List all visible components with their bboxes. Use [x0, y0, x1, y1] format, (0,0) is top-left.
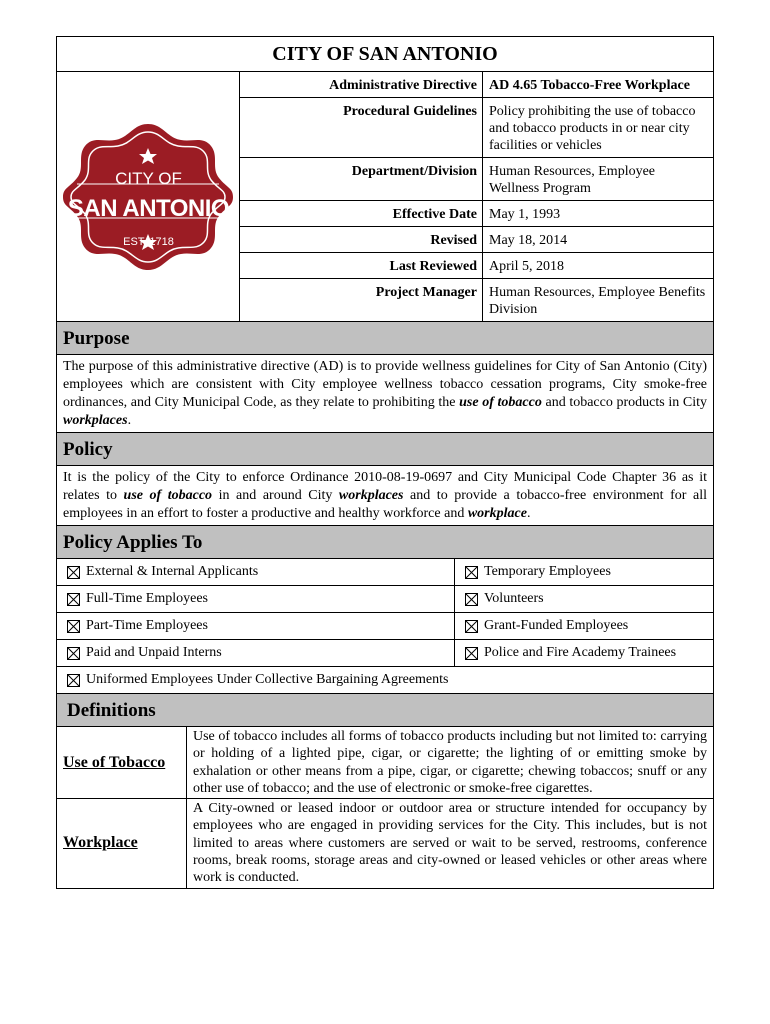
applies-item[interactable] [455, 586, 713, 613]
directive-document [56, 36, 714, 889]
meta-label: Last Reviewed [240, 253, 483, 278]
applies-item[interactable] [57, 613, 455, 640]
checked-box-icon [67, 593, 80, 606]
applies-item-label: Temporary Employees [484, 564, 611, 579]
meta-row [240, 72, 713, 98]
applies-item[interactable] [455, 559, 713, 586]
definitions-table [57, 727, 713, 888]
meta-row [240, 227, 713, 253]
applies-item[interactable] [57, 559, 455, 586]
applies-item[interactable] [57, 640, 455, 667]
page-title: CITY OF SAN ANTONIO [57, 37, 713, 72]
applies-item-label: Grant-Funded Employees [484, 618, 629, 633]
directive-meta-table [240, 72, 713, 321]
meta-label: Procedural Guidelines [240, 98, 483, 157]
meta-value: Human Resources, Employee Wellness Program [489, 164, 656, 196]
meta-value: May 1, 1993 [489, 207, 561, 222]
meta-label: Revised [240, 227, 483, 252]
policy-heading: Policy [57, 433, 713, 466]
logo-line1: CITY OF [115, 169, 182, 188]
policy-text: It is the policy of the City to enforce Ordinance 2010-08-19-0697 and City Municipal Code Chapter 36 as it relates to use of tobacco in and around City workplaces and to provide a tobacco-free environment for all employees in an effort to foster a productive and healthy workforce and workplace. [57, 466, 713, 526]
definition-row [57, 799, 713, 887]
applies-item-label: External & Internal Applicants [86, 564, 259, 579]
meta-row [240, 158, 713, 201]
meta-value: AD 4.65 Tobacco-Free Workplace [489, 78, 690, 93]
applies-item-label: Full-Time Employees [86, 591, 208, 606]
definition-text: Use of tobacco includes all forms of tobacco products including but not limited to: carrying or holding of a lighted pipe, cigar, or cigarette; the lighting of or emitting smoke by exhalation or other means from a pipe, cigar, or cigarette; chewing tobaccos; snuff or any other use of tobacco; and the use of electronic or smoke-free cigarettes. [193, 729, 707, 796]
checked-box-icon [67, 647, 80, 660]
checked-box-icon [465, 620, 478, 633]
definition-row [57, 727, 713, 799]
meta-row [240, 98, 713, 158]
meta-label: Effective Date [240, 201, 483, 226]
applies-item[interactable] [455, 613, 713, 640]
definition-text: A City-owned or leased indoor or outdoor area or structure intended for occupancy by employees who are engaged in providing services for the City. This includes, but is not limited to areas where customers are served or wait to be served, restrooms, conference rooms, break rooms, storage areas and city-owned or leased vehicles or other areas where work is conducted. [193, 801, 707, 886]
checked-box-icon [67, 566, 80, 579]
meta-label: Department/Division [240, 158, 483, 200]
directive-header [57, 72, 713, 322]
definitions-heading: Definitions [57, 694, 713, 727]
checked-box-icon [67, 674, 80, 687]
applies-item-label: Part-Time Employees [86, 618, 208, 633]
purpose-text: The purpose of this administrative directive (AD) is to provide wellness guidelines for City of San Antonio (City) employees which are consistent with City employee wellness tobacco cessation programs, City smoke-free ordinances, and City Municipal Code, as they relate to prohibiting the use of tobacco and tobacco products in City workplaces. [57, 355, 713, 433]
applies-item[interactable] [455, 640, 713, 667]
logo-cell [57, 72, 240, 321]
definition-term: Use of Tobacco [57, 727, 187, 798]
applies-grid [57, 559, 713, 667]
meta-row [240, 201, 713, 227]
logo-line3: EST. 1718 [123, 236, 174, 248]
applies-heading: Policy Applies To [57, 526, 713, 559]
applies-item[interactable] [57, 667, 713, 694]
meta-value: April 5, 2018 [489, 259, 565, 274]
applies-item[interactable] [57, 586, 455, 613]
applies-item-label: Paid and Unpaid Interns [86, 645, 222, 660]
checked-box-icon [465, 566, 478, 579]
applies-item-label: Volunteers [484, 591, 544, 606]
applies-item-label: Uniformed Employees Under Collective Bargaining Agreements [86, 672, 449, 687]
checked-box-icon [465, 593, 478, 606]
meta-value: Human Resources, Employee Benefits Division [489, 285, 706, 317]
checked-box-icon [465, 647, 478, 660]
city-seal-logo [63, 122, 233, 272]
definition-term: Workplace [57, 799, 187, 887]
meta-label: Administrative Directive [240, 72, 483, 97]
purpose-heading: Purpose [57, 322, 713, 355]
meta-value: May 18, 2014 [489, 233, 568, 248]
meta-row [240, 279, 713, 321]
applies-item-label: Police and Fire Academy Trainees [484, 645, 677, 660]
meta-row [240, 253, 713, 279]
meta-value: Policy prohibiting the use of tobacco and tobacco products in or near city facilities or vehicles [489, 104, 696, 153]
logo-line2: SAN ANTONIO [67, 195, 230, 222]
checked-box-icon [67, 620, 80, 633]
meta-label: Project Manager [240, 279, 483, 321]
